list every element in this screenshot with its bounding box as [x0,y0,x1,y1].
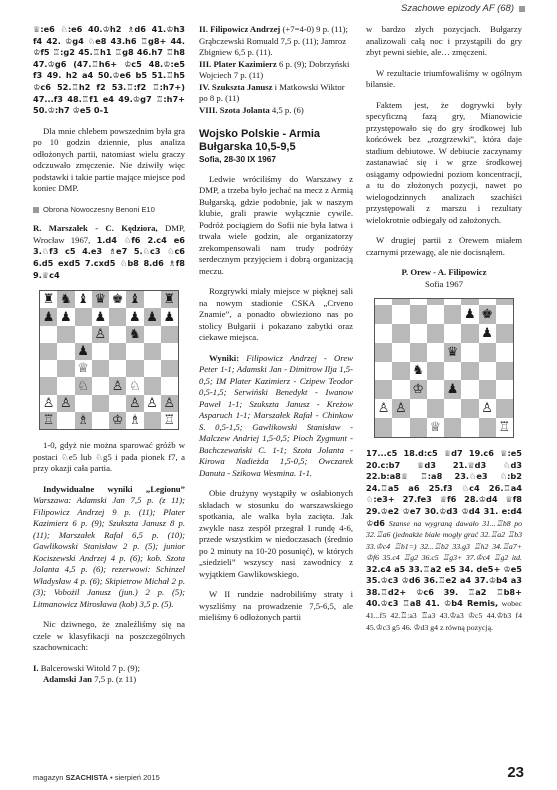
ranking-item [199,24,353,59]
section-subtitle: Sofia, 28-30 IX 1967 [199,154,277,164]
chess-piece-square: ♞ [410,362,427,381]
chess-square [144,360,161,377]
paragraph: Rozgrywki miały miejsce w pięknej sali na nowym stadionie CSKA „Crveno Znamie”, a ponadto obwieziono nas po stolicy Bułgarii i pokazano zabytki oraz ciekawe miejsca. [199,286,353,342]
results-text: Filipowicz Andrzej - Orew Peter 1-1; Adamski Jan - Dimitrow Ilja 1,5-0,5; IM Plater Kazimierz - Czipew Teodor 0,5-1,5; Serwiński Benedykt - Iwanow Paweł 1-1; Szukszta Janusz - Kreżow Asparuch 1-1; Marszałek Rafał - Chinkow S. 0,5-1,5; Gawlikowski Stanisław - Malczew Andriej 1,5-0,5; Pioch Zygmunt - Bachczewański C. 1-1; Szota Jolanta - Kirowa Nadieżda 1,5-0,5; Owczarek Danuta - Szikowa Wesmina. 1-1. [199,352,353,478]
chess-square [410,418,427,437]
chess-square [496,324,513,343]
chess-square [375,380,392,399]
running-header [401,3,525,14]
chess-piece-square: ♟ [144,308,161,325]
chess-piece-square: ♗ [75,412,92,429]
header-square-icon [519,6,525,12]
chess-square [496,343,513,362]
column-1 [33,24,185,686]
chess-square [144,377,161,394]
ranking-score: 7 p. (9); [112,662,140,673]
chess-square [479,380,496,399]
chess-square [496,399,513,418]
chess-square [461,380,478,399]
chess-square [496,362,513,381]
chess-piece-square: ♔ [109,412,126,429]
paragraph: W rezultacie triumfowaliśmy w ogólnym bilansie. [366,67,522,89]
chess-piece-square: ♙ [40,395,57,412]
chess-square [109,360,126,377]
chess-square [375,362,392,381]
chess-piece-square: ♙ [92,326,109,343]
paragraph: Dla mnie chlebem powszednim była gra po 10 godzin dziennie, plus analiza odłożonych partii, natomiast wielu graczy odczuwało zmęczenie. Nie dziwiły więc podstawki i takie partie mające miejsce pod koniec DMP. [33,125,185,194]
game-event: DMP, Wrocław 1967, [33,223,186,245]
paragraph: W drugiej partii z Orewem miałem czarnymi przewagę, ale nie docisnąłem. [366,235,522,257]
chess-square [92,395,109,412]
ranking-num: II. [199,24,208,34]
chess-piece-square: ♟ [161,308,178,325]
paragraph: w bardzo złych pozycjach. Bułgarzy analizowali całą noc i przystąpili do gry zbyt pewni siebie, ale… zmęczeni. [366,24,522,57]
chess-square [40,343,57,360]
chess-square [427,362,444,381]
footer-issue: sierpień 2015 [114,773,160,782]
ranking-score: 6 p. (9); Dobrzyński Wojciech 7 p. (11) [199,58,350,80]
chess-square [392,418,409,437]
chess-piece-square: ♙ [375,399,392,418]
chess-square [144,291,161,308]
chess-piece-square: ♖ [40,412,57,429]
chess-piece-square: ♙ [144,395,161,412]
chess-square [444,418,461,437]
ranking-list [199,24,353,116]
chess-square [109,308,126,325]
chess-square [57,360,74,377]
ranking-score: i Matkowski Wiktor po 8 p. (11) [199,81,345,103]
chess-square [40,326,57,343]
chess-square [427,305,444,324]
chess-square [375,324,392,343]
chess-square [479,418,496,437]
chess-square [392,324,409,343]
ranking-name: Filipowicz Andrzej [210,24,281,34]
chess-square [461,399,478,418]
chess-square [479,362,496,381]
paragraph: Obie drużyny wystąpiły w osłabionych składach w stosunku do warszawskiego spotkania, ale walka była zacięta. Jak zwykle nasz zespół przegrał I rundę 4-6, przede wszystkim w niedoczasach (średnio po 2 minuty na 10-20 posunięć), w których „siedzieli” wszyscy nasi zawodnicy z wyjątkiem Gawlikowskiego. [199,488,353,579]
chess-square [75,395,92,412]
chess-piece-square: ♗ [126,412,143,429]
chess-piece-square: ♞ [126,326,143,343]
opening-label [33,204,185,216]
chess-square [161,377,178,394]
chess-square [109,395,126,412]
paragraph: Faktem jest, że dogrywki były specyficzną fazą gry, Mianowicie przystępowało się do gry środkowej lub końcówek bez „rozgrzewki”, która daje stadium debiutowe. W debiucie zaczynamy zastanawiać się i w grze środkowej osiągamy odpowiedni poziom koncentracji, a tu do złożonych pozycji, nawet po wielogodzinnych analizach szachiści przystępowali z marszu i rezultaty wielokrotnie odbiegały od założonych. [366,99,522,225]
game-players: R. Marszałek - C. Kędziora, [33,223,158,234]
ranking-item [199,105,353,117]
opening-label-text: Obrona Nowoczesny Benoni E10 [43,204,155,214]
ranking-num: VIII. [199,104,218,115]
chess-square [461,324,478,343]
chess-square [57,377,74,394]
ranking-name: Szukszta Janusz [211,81,273,92]
page-footer [33,773,160,782]
chess-piece-square: ♟ [444,380,461,399]
chess-piece-square: ♘ [75,377,92,394]
chess-square [40,377,57,394]
game-heading [33,223,185,281]
chess-square [444,305,461,324]
chess-piece-square: ♞ [57,291,74,308]
chess-piece-square: ♟ [75,343,92,360]
chess-square [392,380,409,399]
chess-square [92,377,109,394]
label-square-icon [33,207,39,213]
ranking-num: I. [33,662,39,673]
chess-square [444,324,461,343]
chess-square [75,326,92,343]
chess-square [126,360,143,377]
chess-square [427,343,444,362]
ranking-score: 4,5 p. (6) [271,104,304,115]
chess-square [444,362,461,381]
chess-piece-square: ♟ [40,308,57,325]
chess-piece-square: ♙ [392,399,409,418]
chess-square [92,343,109,360]
chess-square [410,399,427,418]
chess-square [410,324,427,343]
ranking-item [199,82,353,105]
chess-square [57,412,74,429]
results-heading: Wyniki: [209,352,240,363]
paragraph: W II rundzie nadrobiliśmy straty i wyszliśmy na prowadzenie 7,5-6,5, ale mieliśmy 6 odłożonych partii [199,589,353,622]
chess-piece-square: ♟ [461,305,478,324]
chess-piece-square: ♚ [109,291,126,308]
chess-square [392,305,409,324]
paragraph: Ledwie wróciliśmy do Warszawy z DMP, a trzeba było jechać na mecz z Armią Bułgarską, gdzie podobnie, jak w naszym klubie, grali prawie wyłącznie cywile. Podróż pociągiem do Sofii nie była łatwa i trwała wiele godzin, ale organizatorzy zrekompensowali nam trudy podróży serdecznym przyjęciem i dobrą organizacją meczu. [199,173,353,276]
chess-square [126,343,143,360]
chess-square [161,343,178,360]
chess-square [144,412,161,429]
chess-square [461,343,478,362]
footer-separator-icon: ▪ [110,773,113,782]
ranking-num: IV. [199,81,210,92]
chess-piece-square: ♜ [161,291,178,308]
chess-square [92,412,109,429]
chess-square [109,326,126,343]
ranking-name: Adamski Jan [43,674,93,685]
chess-piece-square: ♟ [126,308,143,325]
chess-piece-square: ♙ [479,399,496,418]
footer-brand: SZACHISTA [65,773,108,782]
chess-square [375,418,392,437]
chess-piece-square: ♟ [479,324,496,343]
chess-square [375,305,392,324]
chess-piece-square: ♛ [92,291,109,308]
chess-piece-square: ♕ [427,418,444,437]
chess-diagram [39,290,179,430]
chess-piece-square: ♙ [57,395,74,412]
chess-square [109,343,126,360]
results-paragraph [33,484,185,611]
game-moves: 1.d4 ♘f6 2.c4 e6 3.♘f3 c5 4.e3 ♗e7 5.♘c3 ♘c6 6.d5 exd5 7.cxd5 ♘b8 8.d6 ♗f8 9.♕c4 [33,234,186,280]
ranking-num: III. [199,58,212,69]
chess-square [410,305,427,324]
chess-diagram [374,298,514,438]
chess-piece-square: ♜ [40,291,57,308]
results-paragraph [199,353,353,480]
game-annotation [366,448,522,633]
ranking-score: (+7=4-0) 9 p. (11); Grąbczewski Romuald 7,5 p. (11); Jamroz Zbigniew 6,5 p. (11). [199,24,348,57]
chess-square [410,343,427,362]
chess-piece-square: ♛ [444,343,461,362]
chess-square [161,360,178,377]
chess-square [444,399,461,418]
paragraph: 1-0, gdyż nie można sparować gróźb w postaci ♘e5 lub ♘g5 i pada pionek f7, a przy okazji cała partia. [33,440,185,474]
game-event: Sofia 1967 [425,278,463,289]
ranking-item [33,663,185,675]
game-moves: 17...c5 18.d:c5 ♕d7 19.c6 ♕:e5 20.c:b7 ♕d3 21.♕d3 ♘d3 22.b:a8♕ ♖:a8 23.♘e3 ♘:b2 24.♖a5 a6 25.f3 ♘c4 26.♖a4 ♘:e3+ 27.fe3 ♕f6 28.♔d4 ♕f8 29.♔e2 ♔e7 30.♔d3 ♔d4 31. e:d4 ♔d6 [366,448,522,528]
chess-piece-square: ♝ [75,291,92,308]
results-text: Warszawa: Adamski Jan 7,5 p. (z 11); Filipowicz Andrzej 9 p. (11); Plater Kazimierz 6 p. (9); Szukszta Janusz 8 p. (11); Marszałek Rafał 6,5 p. (10); Gawlikowski Stanisław 2 p. (5); junior Kociszewski Andrzej 4 p. (6); kob. Szota Jolanta 4,5 p. (6); rezerwowi: Schinzel Władysław 4 p. (6); Skipietrow Michał 2 p. (3); Vobożil Janusz (jun.) 2 p. (5); Litmanowicz Mirosława (kob) 3,5 p. (5). [33,495,185,609]
chess-square [75,308,92,325]
chess-square [461,418,478,437]
ranking-item [33,674,185,686]
chess-piece-square: ♕ [75,360,92,377]
chess-square [392,343,409,362]
paragraph: Nic dziwnego, że znaleźliśmy się na czele w klasyfikacji na poszczególnych szachownicach: [33,619,185,653]
chess-square [496,305,513,324]
chess-square [40,360,57,377]
ranking-score: 7,5 p. (z 11) [94,674,137,685]
chess-piece-square: ♟ [92,308,109,325]
ranking-name: Balcerowski Witold [40,662,110,673]
game-end-note: wobec 41...f5 42.♖:a3 ♖a3 43.♔a3 ♔c5 44.♔b3 f4 45.♔c3 g5 46. ♔d3 g4 z równą pozycją. [366,599,522,632]
running-title: Szachowe epizody AF (68) [400,3,514,14]
chess-piece-square: ♙ [109,377,126,394]
ranking-item [199,59,353,82]
chess-square [92,360,109,377]
chess-square [161,326,178,343]
chess-square [496,380,513,399]
game-comment: Szanse na wygraną dawało 31...♖b8 po 32.♖a6 (jednakże białe mogły grać 32.♖a2 ♖b3 33.♔c4 ♖b1=) 32...♖b2 33.g3 ♖h2 34.♖a7+ ♔f6 35.c4 ♖g2 36.c5 ♖g3+ 37.♔c4 ♖g2 itd. [366,518,523,563]
column-3 [366,24,522,642]
chess-piece-square: ♘ [126,377,143,394]
page-number: 23 [507,764,524,781]
game-moves: 32.c4 a5 33.♖a2 e5 34. de5+ ♔e5 35.♔c3 ♔d6 36.♖e2 a4 37.♔b4 a3 38.♖d2+ ♔c6 39. ♖a2 ♖b8+ 40.♔c3 ♖a8 41. ♔b4 Remis, [366,563,522,609]
chess-piece-square: ♚ [479,305,496,324]
chess-square [392,362,409,381]
chess-square [479,343,496,362]
chess-piece-square: ♙ [161,395,178,412]
chess-piece-square: ♝ [126,291,143,308]
chess-square [427,399,444,418]
ranking-name: Szota Jolanta [219,104,270,115]
chess-piece-square: ♖ [496,418,513,437]
ranking-list [33,663,185,686]
chess-square [144,326,161,343]
chess-square [427,324,444,343]
results-heading: Indywidualne wyniki „Legionu” [43,483,185,494]
footer-magazine: magazyn [33,773,64,782]
game-moves-continued: ♕:e6 ♘:e6 40.♔h2 ♗d6 41.♔h3 f4 42. ♔g4 ♘e8 43.h6 ♖g8+ 44. ♔f5 ♖:g2 45.♖h1 ♖g8 46.h7 ♖h8 47.♔g6 (47.♖h6+ ♔c5 48.♔:e5 f3 49. h2 a4 50.♔e6 b5 51.♖h5 ♔c6 52.♖h2 f2 53.♖:f2 ♖:h7+) 47...f3 48.♖f1 e4 49.♔g7 ♖:h7+ 50.♔:h7 ♔e5 0-1 [33,24,185,116]
chess-square [57,343,74,360]
ranking-name: Plater Kazimierz [213,58,277,69]
chess-square [375,343,392,362]
chess-square [461,362,478,381]
chess-piece-square: ♙ [126,395,143,412]
chess-square [144,343,161,360]
column-2 [199,24,353,633]
chess-piece-square: ♖ [161,412,178,429]
chess-piece-square: ♟ [57,308,74,325]
chess-piece-square: ♔ [410,380,427,399]
chess-square [57,326,74,343]
section-title: Wojsko Polskie - Armia Bułgarska 10,5-9,5 [199,128,321,153]
chess-square [427,380,444,399]
game-players: P. Orew - A. Filipowicz [401,267,487,277]
